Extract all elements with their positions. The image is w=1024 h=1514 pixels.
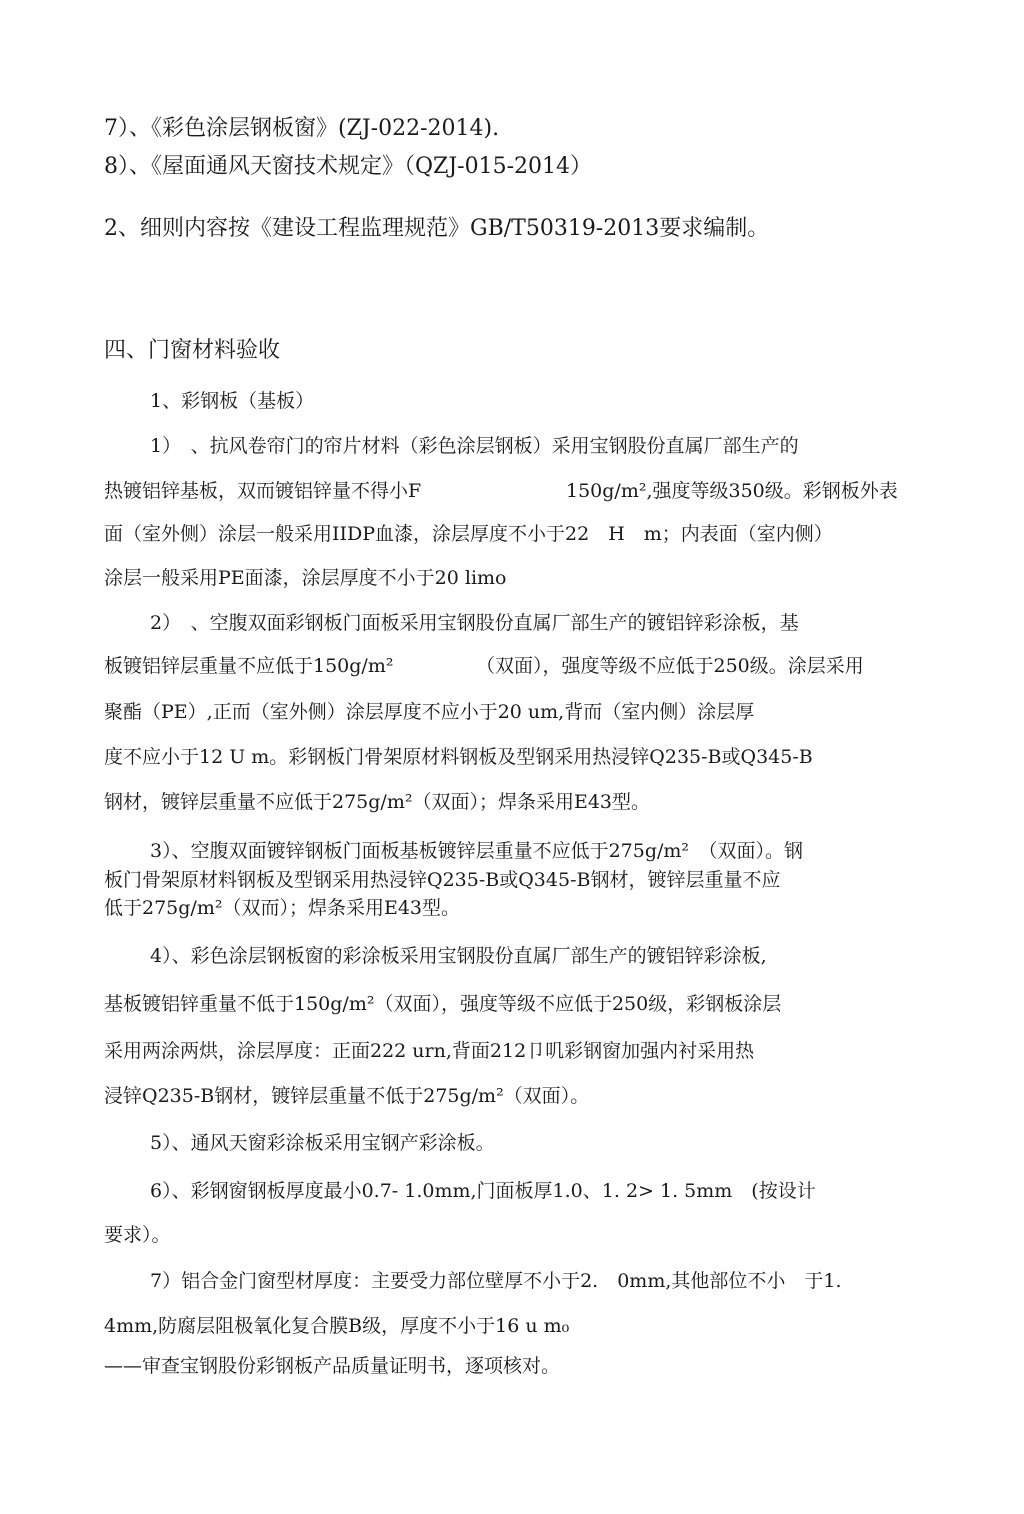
p4-line-2: 基板镀铝锌重量不低于150g/m²（双面），强度等级不应低于250级，彩钢板涂层: [104, 993, 782, 1015]
section-heading: 四、门窗材料验收: [104, 338, 281, 363]
p1-line-2b: 150g/m²,强度等级350级。彩钢板外表: [566, 480, 898, 502]
p2-line-2a: 板镀铝锌层重量不应低于150g/m²: [104, 655, 394, 677]
p2-line-5: 钢材，镀锌层重量不应低于275g/m²（双面）；焊条采用E43型。: [104, 791, 651, 813]
p7-line-1: 7）铝合金门窗型材厚度：主要受力部位壁厚不小于2. 0mm,其他部位不小 于1.: [150, 1270, 842, 1292]
subsection-heading: 1、彩钢板（基板）: [150, 390, 315, 412]
ref-item-8: 8）、《屋面通风天窗技术规定》（QZJ-015-2014）: [104, 154, 592, 179]
p1-line-2a: 热镀铝锌基板，双而镀铝锌量不得小F: [104, 480, 422, 502]
p1-line-3: 面（室外侧）涂层一般采用IIDP血漆，涂层厚度不小于22 H m；内表面（室内侧）: [104, 523, 833, 545]
p7-line-2: 4mm,防腐层阻极氧化复合膜B级，厚度不小于16 u m₀: [104, 1315, 570, 1337]
p1-line-4: 涂层一般采用PE面漆，涂层厚度不小于20 limo: [104, 567, 507, 589]
review-note: ——审查宝钢股份彩钢板产品质量证明书，逐项核对。: [104, 1355, 561, 1377]
p1-line-1: 1） 、抗风卷帘门的帘片材料（彩色涂层钢板）采用宝钢股份直属厂部生产的: [150, 435, 799, 457]
p4-line-1: 4）、彩色涂层钢板窗的彩涂板采用宝钢股份直属厂部生产的镀铝锌彩涂板,: [150, 945, 767, 967]
p5-line-1: 5）、通风天窗彩涂板采用宝钢产彩涂板。: [150, 1132, 495, 1154]
p3-line-3: 低于275g/m²（双而）；焊条采用E43型。: [104, 897, 461, 919]
p3-line-2: 板门骨架原材料钢板及型钢采用热浸锌Q235-B或Q345-B钢材，镀锌层重量不应: [104, 869, 781, 891]
p2-line-3: 聚酯（PE）,正而（室外侧）涂层厚度不应小于20 um,背而（室内侧）涂层厚: [104, 701, 755, 723]
p4-line-4: 浸锌Q235-B钢材，镀锌层重量不低于275g/m²（双面）。: [104, 1085, 590, 1107]
p6-line-1: 6）、彩钢窗钢板厚度最小0.7- 1.0mm,门面板厚1.0、1. 2> 1. 5mm (按设计: [150, 1180, 816, 1202]
p2-line-4: 度不应小于12 U m。彩钢板门骨架原材料钢板及型钢采用热浸锌Q235-B或Q345-B: [104, 746, 813, 768]
p2-line-2b: （双面），强度等级不应低于250级。涂层采用: [476, 655, 864, 677]
p6-line-2: 要求）。: [104, 1224, 171, 1246]
p3-line-1: 3）、空腹双面镀锌钢板门面板基板镀锌层重量不应低于275g/m² （双面）。钢: [150, 840, 804, 862]
ref-item-7: 7）、《彩色涂层钢板窗》(ZJ-022-2014).: [104, 116, 500, 141]
note-item-2: 2、细则内容按《建设工程监理规范》GB/T50319-2013要求编制。: [104, 216, 770, 241]
p2-line-1: 2） 、空腹双面彩钢板门面板采用宝钢股份直属厂部生产的镀铝锌彩涂板，基: [150, 612, 799, 634]
p4-line-3: 采用两涂两烘，涂层厚度：正面222 urn,背面212卩叽彩钢窗加强内衬采用热: [104, 1040, 755, 1062]
